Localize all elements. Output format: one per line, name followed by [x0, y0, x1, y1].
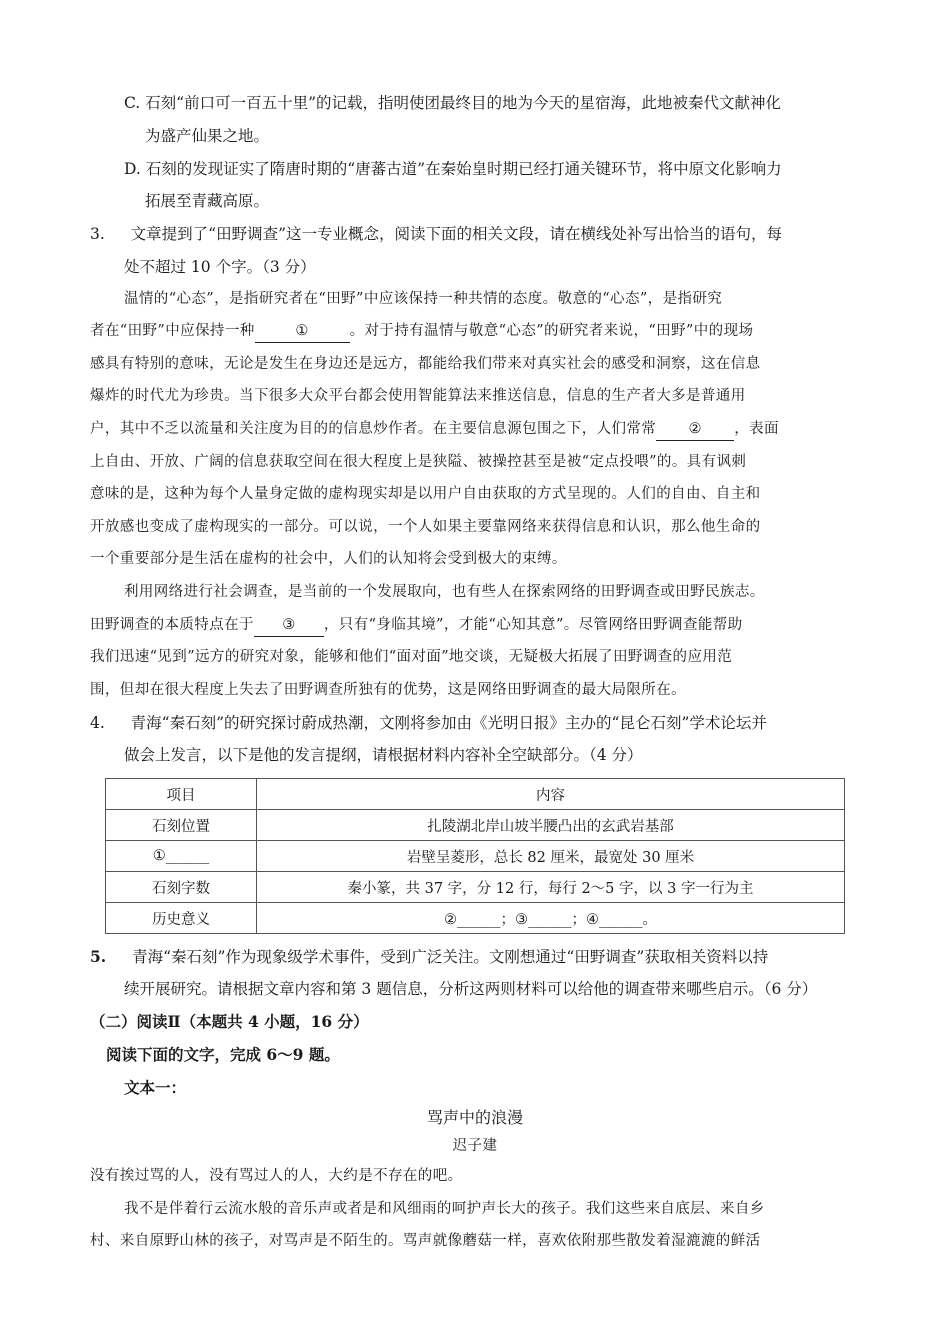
passage-text: 者在“田野”中应保持一种 — [90, 323, 255, 339]
question-4-line1 — [0, 712, 950, 734]
passage-p1-line1: 温情的“心态”，是指研究者在“田野”中应该保持一种共情的态度。敬意的“心态”，是指研究 — [124, 291, 723, 307]
essay-line1: 没有挨过骂的人，没有骂过人的人，大约是不存在的吧。 — [90, 1168, 463, 1184]
passage-p2-line1: 利用网络进行社会调查，是当前的一个发展取向，也有些人在探索网络的田野调查或田野民族志。 — [124, 584, 765, 600]
section-2-instruction: 阅读下面的文字，完成 6～9 题。 — [106, 1045, 340, 1064]
text-one-label: 文本一： — [124, 1078, 187, 1097]
question-3-line1 — [0, 223, 950, 245]
passage-p1-line9: 一个重要部分是生活在虚构的社会中，人们的认知将会受到极大的束缚。 — [90, 551, 567, 567]
option-d-line1: D. 石刻的发现证实了隋唐时期的“唐蕃古道”在秦始皇时期已经打通关键环节，将中原文化影响力 — [124, 160, 782, 178]
passage-p1-line7: 意味的是，这种为每个人量身定做的虚构现实却是以用户自由获取的方式呈现的。人们的自由、自主和 — [90, 486, 761, 502]
table-row — [106, 903, 845, 934]
option-d-line2: 拓展至青藏高原。 — [145, 192, 270, 210]
table-cell: 历史意义 — [106, 903, 257, 934]
blank-1: ① — [255, 320, 350, 343]
passage-text: ，表面 — [734, 421, 779, 437]
question-5-text: 青海“秦石刻”作为现象级学术事件，受到广泛关注。文刚想通过“田野调查”获取相关资料以持 — [132, 948, 769, 966]
speech-outline-table — [105, 778, 845, 934]
passage-text: 田野调查的本质特点在于 — [90, 617, 254, 633]
table-header-cell: 项目 — [106, 779, 257, 810]
table-cell: ①______ — [106, 841, 257, 872]
question-5-number: 5. — [90, 947, 107, 966]
question-5-line1 — [0, 946, 950, 968]
table-cell: 秦小篆，共 37 字，分 12 行，每行 2～5 字，以 3 字一行为主 — [257, 872, 845, 903]
passage-p1-line5 — [0, 418, 950, 441]
question-4-line2: 做会上发言，以下是他的发言提纲，请根据材料内容补全空缺部分。（4 分） — [124, 746, 643, 764]
passage-p1-line8: 开放感也变成了虚构现实的一部分。可以说，一个人如果主要靠网络来获得信息和认识，那么他生命的 — [90, 519, 761, 535]
question-3-text: 文章提到了“田野调查”这一专业概念，阅读下面的相关文段，请在横线处补写出恰当的语句，每 — [130, 225, 783, 243]
table-cell: 石刻字数 — [106, 872, 257, 903]
table-row — [106, 810, 845, 841]
blank-3: ③ — [254, 614, 324, 637]
passage-p1-line2 — [0, 320, 950, 343]
passage-p1-line3: 感具有特别的意味，无论是发生在身边还是远方，都能给我们带来对真实社会的感受和洞察，这在信息 — [90, 356, 761, 372]
passage-text: ，只有“身临其境”，才能“心知其意”。尽管网络田野调查能帮助 — [323, 617, 743, 633]
table-header-cell: 内容 — [257, 779, 845, 810]
table-header-row — [106, 779, 845, 810]
passage-p2-line2 — [0, 614, 950, 637]
passage-text: 。对于持有温情与敬意“心态”的研究者来说，“田野”中的现场 — [349, 323, 754, 339]
table-row — [106, 841, 845, 872]
table-cell: 扎陵湖北岸山坡半腰凸出的玄武岩基部 — [257, 810, 845, 841]
passage-p1-line6: 上自由、开放、广阔的信息获取空间在很大程度上是狭隘、被操控甚至是被“定点投喂”的。具有讽刺 — [90, 454, 747, 470]
passage-p2-line4: 围，但却在很大程度上失去了田野调查所独有的优势，这是网络田野调查的最大局限所在。 — [90, 682, 686, 698]
question-5-line2: 续开展研究。请根据文章内容和第 3 题信息，分析这两则材料可以给他的调查带来哪些启示。（6 分） — [124, 980, 818, 998]
table-cell: ②______；③______；④______。 — [257, 903, 845, 934]
table-cell: 石刻位置 — [106, 810, 257, 841]
essay-author: 迟子建 — [452, 1138, 498, 1154]
passage-text: 户，其中不乏以流量和关注度为目的的信息炒作者。在主要信息源包围之下，人们常常 — [90, 421, 657, 437]
essay-title: 骂声中的浪漫 — [426, 1108, 523, 1127]
table-row — [106, 872, 845, 903]
option-c-line1: C. 石刻“前口可一百五十里”的记载，指明使团最终目的地为今天的星宿海，此地被秦代文献神化 — [124, 94, 782, 112]
essay-line3: 村、来自原野山林的孩子，对骂声是不陌生的。骂声就像蘑菇一样，喜欢依附那些散发着湿漉漉的鲜活 — [90, 1233, 761, 1249]
passage-p2-line3: 我们迅速“见到”远方的研究对象，能够和他们“面对面”地交谈，无疑极大拓展了田野调查的应用范 — [90, 649, 733, 665]
passage-p1-line4: 爆炸的时代尤为珍贵。当下很多大众平台都会使用智能算法来推送信息，信息的生产者大多是普通用 — [90, 388, 746, 404]
question-4-number: 4. — [90, 714, 105, 732]
blank-2: ② — [656, 418, 734, 441]
question-4-text: 青海“秦石刻”的研究探讨蔚成热潮，文刚将参加由《光明日报》主办的“昆仑石刻”学术论坛并 — [130, 714, 767, 732]
question-3-number: 3. — [90, 225, 105, 243]
table-cell: 岩壁呈菱形，总长 82 厘米，最宽处 30 厘米 — [257, 841, 845, 872]
section-2-heading: （二）阅读Ⅱ（本题共 4 小题，16 分） — [90, 1012, 369, 1031]
question-3-line2: 处不超过 10 个字。（3 分） — [124, 258, 316, 276]
essay-line2: 我不是伴着行云流水般的音乐声或者是和风细雨的呵护声长大的孩子。我们这些来自底层、来自乡 — [124, 1201, 765, 1217]
option-c-line2: 为盛产仙果之地。 — [145, 127, 270, 145]
